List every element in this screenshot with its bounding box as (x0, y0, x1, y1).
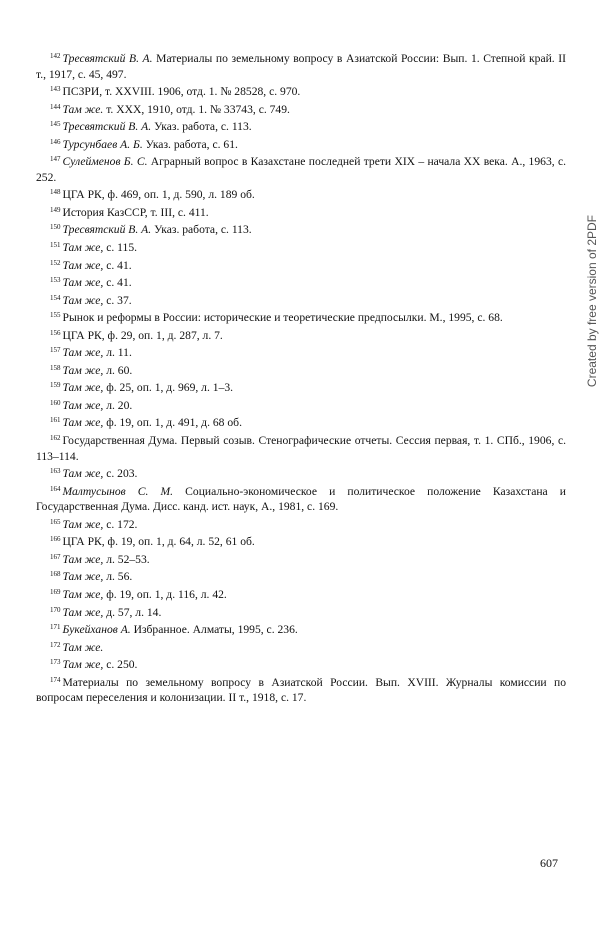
footnote-author: Там же, (62, 605, 104, 619)
footnote-author: Букейханов А. (62, 623, 131, 637)
footnote-149 (36, 203, 566, 221)
footnote-author: Тресвятский В. А. (62, 223, 152, 237)
footnote-author: Там же, (62, 517, 104, 531)
footnote-text: ЦГА РК, ф. 19, оп. 1, д. 64, л. 52, 61 об. (62, 535, 255, 549)
footnote-text: Указ. работа, с. 113. (151, 120, 252, 134)
footnote-164 (36, 482, 566, 515)
footnote-text: История КазССР, т. III, с. 411. (62, 205, 209, 219)
footnote-number: 174 (50, 675, 61, 684)
footnote-text: ЦГА РК, ф. 29, оп. 1, д. 287, л. 7. (62, 328, 223, 342)
footnote-168 (36, 567, 566, 585)
footnote-text: Материалы по земельному вопросу в Азиатской России. Вып. XVIII. Журналы комиссии по вопросам переселения и колонизации. II т., 1918, с. 17. (36, 675, 566, 705)
footnote-143 (36, 82, 566, 100)
footnote-number: 152 (50, 258, 61, 267)
footnote-number: 149 (50, 205, 61, 214)
footnote-text: т. XXX, 1910, отд. 1. № 33743, с. 749. (103, 102, 290, 116)
footnote-author: Малтусынов С. М. (62, 484, 174, 498)
footnote-text: ЦГА РК, ф. 469, оп. 1, д. 590, л. 189 об. (62, 188, 255, 202)
footnote-number: 155 (50, 311, 61, 320)
footnote-number: 145 (50, 120, 61, 129)
footnote-number: 165 (50, 517, 61, 526)
footnote-text: ф. 19, оп. 1, д. 116, л. 42. (103, 587, 227, 601)
footnote-text: Государственная Дума. Первый созыв. Стенографические отчеты. Сессия первая, т. 1. СПб., 1906, с. 113–114. (36, 434, 566, 463)
footnote-author: Турсунбаев А. Б. (62, 137, 143, 151)
footnote-text: с. 203. (103, 467, 138, 481)
footnote-144 (36, 100, 566, 118)
footnote-171 (36, 620, 566, 638)
footnote-text: ф. 19, оп. 1, д. 491, д. 68 об. (103, 416, 242, 430)
footnote-number: 154 (50, 293, 61, 302)
footnote-number: 173 (50, 658, 61, 667)
footnote-text: с. 172. (103, 517, 138, 531)
footnote-text: с. 250. (103, 658, 138, 672)
footnote-151 (36, 238, 566, 256)
footnote-text: л. 52–53. (103, 552, 150, 566)
footnote-number: 144 (50, 102, 61, 111)
footnote-154 (36, 291, 566, 309)
footnote-number: 157 (50, 346, 61, 355)
footnote-text: ф. 25, оп. 1, д. 969, л. 1–3. (103, 381, 234, 395)
footnote-142 (36, 49, 566, 82)
footnote-156 (36, 326, 566, 344)
footnote-number: 160 (50, 398, 61, 407)
footnote-text: с. 41. (103, 276, 132, 290)
watermark-text: Created by free version of 2PDF (585, 215, 599, 388)
footnote-159 (36, 378, 566, 396)
footnote-174 (36, 673, 566, 706)
footnote-number: 172 (50, 640, 61, 649)
footnote-number: 150 (50, 223, 61, 232)
footnote-text: Указ. работа, с. 61. (142, 137, 238, 151)
footnote-153 (36, 273, 566, 291)
footnote-text: с. 37. (103, 293, 132, 307)
page-number: 607 (540, 856, 558, 870)
footnote-author: Там же, (62, 416, 104, 430)
footnote-author: Там же, (62, 276, 104, 290)
footnote-author: Сулейменов Б. С. (62, 155, 148, 169)
footnote-author: Там же, (62, 658, 104, 672)
footnote-162 (36, 431, 566, 464)
footnote-text: л. 60. (103, 363, 133, 377)
footnote-author: Тресвятский В. А. (62, 52, 153, 65)
footnote-number: 169 (50, 587, 61, 596)
footnote-number: 171 (50, 623, 61, 632)
footnote-165 (36, 515, 566, 533)
footnote-155 (36, 308, 566, 326)
footnote-author: Там же, (62, 587, 104, 601)
footnote-author: Тресвятский В. А. (62, 120, 152, 134)
footnote-author: Там же, (62, 467, 104, 481)
footnote-number: 161 (50, 416, 61, 425)
footnote-160 (36, 396, 566, 414)
footnote-169 (36, 585, 566, 603)
footnote-number: 170 (50, 605, 61, 614)
footnote-author: Там же, (62, 241, 104, 255)
footnote-number: 163 (50, 467, 61, 476)
footnote-number: 142 (50, 52, 61, 60)
footnote-text: Указ. работа, с. 113. (151, 223, 252, 237)
footnote-167 (36, 550, 566, 568)
footnote-number: 167 (50, 552, 61, 561)
footnote-163 (36, 464, 566, 482)
footnote-147 (36, 152, 566, 185)
footnote-text: Материалы по земельному вопросу в Азиатской России: Вып. 1. Степной край. II т., 1917, с. 45, 497. (36, 52, 566, 81)
footnote-author: Там же. (62, 102, 104, 116)
footnote-author: Там же. (62, 640, 104, 654)
footnote-number: 147 (50, 155, 61, 164)
footnote-author: Там же, (62, 381, 104, 395)
footnote-173 (36, 655, 566, 673)
footnote-158 (36, 361, 566, 379)
footnote-text: л. 20. (103, 398, 133, 412)
footnote-number: 151 (50, 241, 61, 250)
footnote-166 (36, 532, 566, 550)
footnote-author: Там же, (62, 398, 104, 412)
footnote-number: 143 (50, 85, 61, 94)
footnote-text: Социально-экономическое и политическое положение Казахстана и Государственная Дума. Дисс. канд. ист. наук, А., 1981, с. 169. (36, 484, 567, 514)
footnote-152 (36, 256, 566, 274)
footnote-number: 164 (50, 484, 61, 493)
footnote-author: Там же, (62, 570, 104, 584)
footnote-number: 168 (50, 570, 61, 579)
footnote-number: 153 (50, 276, 61, 285)
footnote-146 (36, 135, 566, 153)
footnote-text: Аграрный вопрос в Казахстане последней трети XIX – начала XX века. А., 1963, с. 252. (36, 155, 566, 184)
footnote-author: Там же, (62, 552, 104, 566)
footnote-author: Там же, (62, 363, 104, 377)
footnote-text: с. 115. (103, 241, 138, 255)
footnote-145 (36, 117, 566, 135)
footnote-text: л. 11. (103, 346, 132, 360)
footnote-text: ПСЗРИ, т. XXVIII. 1906, отд. 1. № 28528, с. 970. (62, 85, 301, 99)
footnote-text: л. 56. (103, 570, 133, 584)
footnote-text: Избранное. Алматы, 1995, с. 236. (130, 623, 298, 637)
footnote-161 (36, 413, 566, 431)
footnote-text: с. 41. (103, 258, 132, 272)
footnote-number: 166 (50, 535, 61, 544)
footnote-number: 146 (50, 137, 61, 146)
footnote-author: Там же, (62, 258, 104, 272)
footnote-number: 159 (50, 381, 61, 390)
footnote-170 (36, 603, 566, 621)
footnote-number: 162 (50, 434, 61, 443)
footnote-text: д. 57, л. 14. (103, 605, 162, 619)
footnote-150 (36, 220, 566, 238)
footnote-text: Рынок и реформы в России: исторические и теоретические предпосылки. М., 1995, с. 68. (62, 311, 503, 325)
footnote-172 (36, 638, 566, 656)
footnote-157 (36, 343, 566, 361)
footnote-148 (36, 185, 566, 203)
footnotes-list (36, 49, 566, 706)
footnote-number: 156 (50, 328, 61, 337)
footnote-author: Там же, (62, 293, 104, 307)
footnote-number: 158 (50, 363, 61, 372)
footnote-author: Там же, (62, 346, 104, 360)
footnote-number: 148 (50, 188, 61, 197)
